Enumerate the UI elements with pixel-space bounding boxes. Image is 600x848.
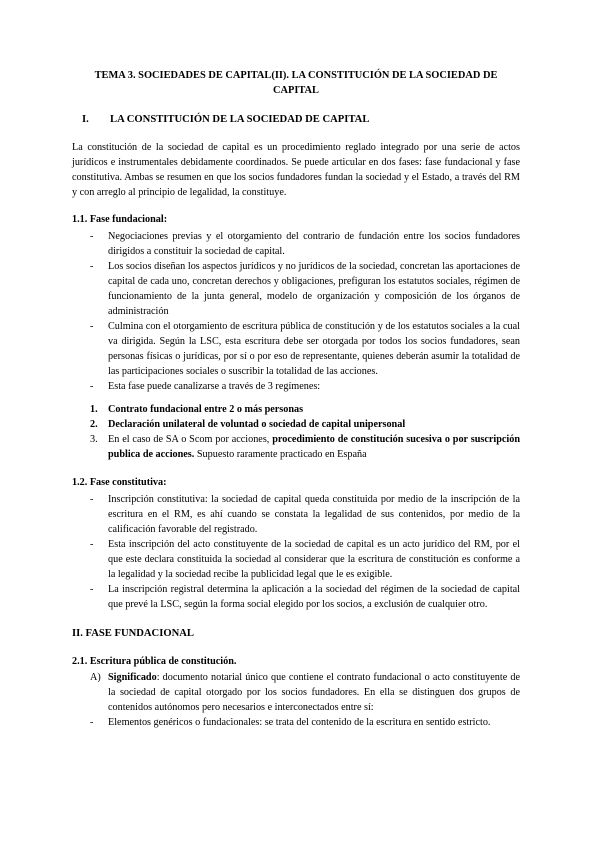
dash-bullet: - [90, 381, 94, 392]
regime-number: 3. [90, 434, 98, 445]
list-item-text: Esta inscripción del acto constituyente de la sociedad de capital es un acto jurídico del RM, por el que este declara constituida la sociedad al considerar que la escritura de constitución es conforme a la legalidad y la sociedad recibe la publicidad legal que le es exigible. [108, 539, 520, 580]
list-item-text: Elementos genéricos o fundacionales: se trata del contenido de la escritura en sentido estricto. [108, 717, 491, 728]
regime-text-post: Supuesto raramente practicado en España [194, 449, 367, 460]
section-1-number: I. [82, 114, 89, 125]
subsection-1-2-list [72, 492, 520, 612]
regime-number: 1. [90, 404, 98, 415]
regime-number: 2. [90, 419, 98, 430]
subsection-2-1-heading: 2.1. Escritura pública de constitución. [72, 656, 237, 667]
subsection-2-1-list [72, 670, 520, 730]
list-item-text: Esta fase puede canalizarse a través de 3 regímenes: [108, 381, 321, 392]
subsection-1-1-heading: 1.1. Fase fundacional: [72, 214, 168, 225]
list-item-text: Culmina con el otorgamiento de escritura pública de constitución y de los estatutos sociales a la cual va dirigida. Según la LSC, esta escritura debe ser otorgada por todos los socios fundadores, sean personas físicas o jurídicas, por sí o por eso de representante, quienes deberán asumir la totalidad de las participaciones sociales o suscribir la totalidad de las acciones. [108, 321, 520, 377]
subsection-1-2-heading: 1.2. Fase constitutiva: [72, 477, 167, 488]
list-item [72, 259, 520, 319]
document-title: TEMA 3. SOCIEDADES DE CAPITAL(II). LA CONSTITUCIÓN DE LA SOCIEDAD DE CAPITAL [94, 70, 498, 96]
dash-bullet: - [90, 539, 94, 550]
regime-text-pre: En el caso de SA o Scom por acciones, [108, 434, 273, 445]
section-1-heading [82, 112, 520, 127]
list-item-text: La inscripción registral determina la aplicación a la sociedad del régimen de la sociedad de capital que prevé la LSC, según la forma social elegido por los socios, a exclusión de cualquier otro. [108, 584, 520, 610]
list-item [72, 319, 520, 379]
section-1-intro: La constitución de la sociedad de capital es un procedimiento reglado integrado por una serie de actos jurídicos e instrumentales debidamente coordinados. Se puede articular en dos fases: fase fundacional y fase constitutiva. Ambas se resumen en que los socios fundadores fundan la sociedad y el Estado, a través del RM y con arreglo al principio de legalidad, la constituye. [72, 142, 520, 198]
regime-text-bold: procedimiento de constitución sucesiva o por suscripción publica de acciones. [108, 434, 521, 460]
section-2-heading: II. FASE FUNDACIONAL [72, 628, 194, 639]
item-text: : documento notarial único que contiene el contrato fundacional o acto constituyente de la sociedad de capital otorgado por los socios fundadores. En ella se distinguen dos grupos de contenidos autónomos pero necesarios e interconectados entre sí: [108, 672, 520, 713]
dash-bullet: - [90, 261, 94, 272]
dash-bullet: - [90, 231, 94, 242]
item-letter: A) [90, 672, 101, 683]
regime-item [72, 402, 520, 417]
list-item [72, 537, 520, 582]
item-term: Significado [108, 672, 157, 683]
list-item [72, 582, 520, 612]
regime-text: Contrato fundacional entre 2 o más personas [108, 404, 304, 415]
list-item [72, 492, 520, 537]
list-item [72, 229, 520, 259]
list-item-text: Inscripción constitutiva: la sociedad de capital queda constituida por medio de la inscripción de la escritura en el RM, es ahí cuando se constata la legalidad de sus contenidos, por medio de la calificación favorable del registrado. [108, 494, 520, 535]
section-1-title: LA CONSTITUCIÓN DE LA SOCIEDAD DE CAPITAL [110, 114, 370, 125]
list-item-text: Los socios diseñan los aspectos jurídicos y no jurídicos de la sociedad, concretan las aportaciones de capital de cada uno, concretan derechos y obligaciones, prefiguran los estatutos sociales, régimen de funcionamiento de la junta general, modelo de organización y composición de los órganos de administración [108, 261, 520, 317]
dash-bullet: - [90, 494, 94, 505]
dash-bullet: - [90, 321, 94, 332]
list-item-text: Negociaciones previas y el otorgamiento del contrario de fundación entre los socios fundadores dirigidos a constituir la sociedad de capital. [108, 231, 520, 257]
dash-bullet: - [90, 717, 94, 728]
regime-text: Declaración unilateral de voluntad o sociedad de capital unipersonal [108, 419, 406, 430]
regime-item [72, 432, 520, 462]
regimes-list [72, 402, 520, 462]
regime-item [72, 417, 520, 432]
dash-bullet: - [90, 584, 94, 595]
subsection-1-1-list [72, 229, 520, 394]
list-item [72, 379, 520, 394]
lettered-item [72, 670, 520, 715]
list-item [72, 715, 520, 730]
